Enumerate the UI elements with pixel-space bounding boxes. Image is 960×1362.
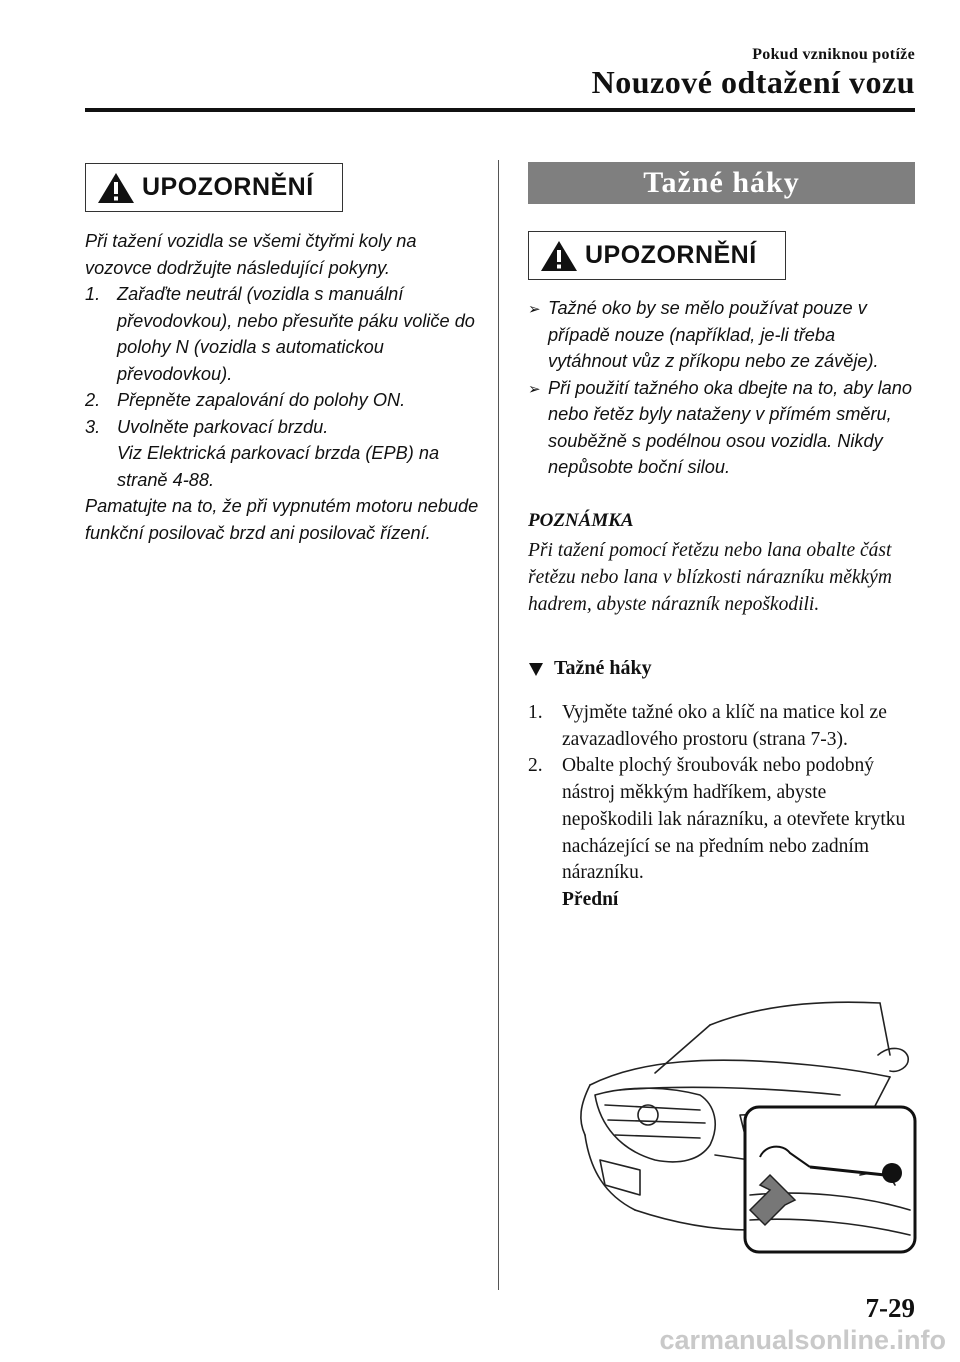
bullet-text: Tažné oko by se mělo používat pouze v případě nouze (například, je-li třeba vytáhnout vůz z příkopu nebo ze závěje). bbox=[548, 298, 879, 371]
step-text: Obalte plochý šroubovák nebo podobný nástroj měkkým hadříkem, abyste nepoškodili lak nárazníku, a otevřete krytku nacházející se na předním nebo zadním nárazníku. bbox=[562, 755, 906, 884]
triangle-down-icon bbox=[528, 661, 544, 677]
item-text: Zařaďte neutrál (vozidla s manuální převodovkou), nebo přesuňte páku voliče do polohy N (vozidla s automatickou převodovkou). bbox=[117, 284, 475, 384]
header-chapter: Pokud vzniknou potíže bbox=[752, 46, 915, 63]
left-outro: Pamatujte na to, že při vypnutém motoru nebude funkční posilovač brzd ani posilovač řízení. bbox=[85, 496, 479, 543]
step-text: Vyjměte tažné oko a klíč na matice kol ze zavazadlového prostoru (strana 7-3). bbox=[562, 702, 887, 750]
list-item bbox=[85, 387, 480, 414]
list-item bbox=[528, 753, 918, 913]
column-divider bbox=[498, 160, 499, 1290]
step-number: 1. bbox=[528, 702, 543, 723]
right-caution-box bbox=[528, 231, 786, 280]
list-item bbox=[528, 295, 915, 375]
warning-icon bbox=[539, 239, 579, 273]
left-caution-box bbox=[85, 163, 343, 212]
step-subcaption: Přední bbox=[562, 888, 619, 910]
note-heading: POZNÁMKA bbox=[528, 510, 634, 531]
caution-label: UPOZORNĚNÍ bbox=[585, 241, 757, 269]
item-text: Přepněte zapalování do polohy ON. bbox=[117, 390, 406, 410]
page-number: 7-29 bbox=[865, 1293, 915, 1323]
list-item bbox=[85, 414, 480, 494]
item-number: 1. bbox=[85, 284, 101, 304]
arrow-bullet-icon: ➢ bbox=[528, 301, 541, 318]
left-caution-content bbox=[85, 228, 480, 546]
step-number: 2. bbox=[528, 755, 543, 777]
list-item bbox=[528, 375, 915, 481]
left-intro: Při tažení vozidla se všemi čtyřmi koly na vozovce dodržujte následující pokyny. bbox=[85, 231, 417, 278]
bullet-text: Při použití tažného oka dbejte na to, aby lano nebo řetěz byly nataženy v přímém směru, souběžně s podélnou osou vozidla. Nikdy nepůsobte boční silou. bbox=[548, 377, 912, 477]
list-item bbox=[528, 700, 918, 753]
list-item bbox=[85, 281, 480, 387]
subheading bbox=[528, 657, 652, 680]
item-number: 2. bbox=[85, 390, 101, 410]
arrow-bullet-icon: ➢ bbox=[528, 380, 541, 398]
right-caution-content bbox=[528, 295, 915, 481]
item-number: 3. bbox=[85, 416, 101, 437]
warning-icon bbox=[96, 171, 136, 205]
section-title-bar: Tažné háky bbox=[528, 162, 915, 204]
subheading-text: Tažné háky bbox=[554, 657, 652, 679]
header-rule bbox=[85, 108, 915, 112]
note-body: Při tažení pomocí řetězu nebo lana obalte část řetězu nebo lana v blízkosti nárazníku měkkým hadrem, abyste nárazník nepoškodili. bbox=[528, 540, 892, 615]
steps-list bbox=[528, 700, 918, 914]
item-text: Uvolněte parkovací brzdu. bbox=[117, 416, 329, 437]
item-reference: Viz Elektrická parkovací brzda (EPB) na straně 4-88. bbox=[117, 443, 440, 490]
front-bumper-illustration bbox=[560, 995, 920, 1255]
watermark: carmanualsonline.info bbox=[659, 1325, 946, 1355]
caution-label: UPOZORNĚNÍ bbox=[142, 173, 314, 201]
page-title: Nouzové odtažení vozu bbox=[591, 64, 915, 100]
